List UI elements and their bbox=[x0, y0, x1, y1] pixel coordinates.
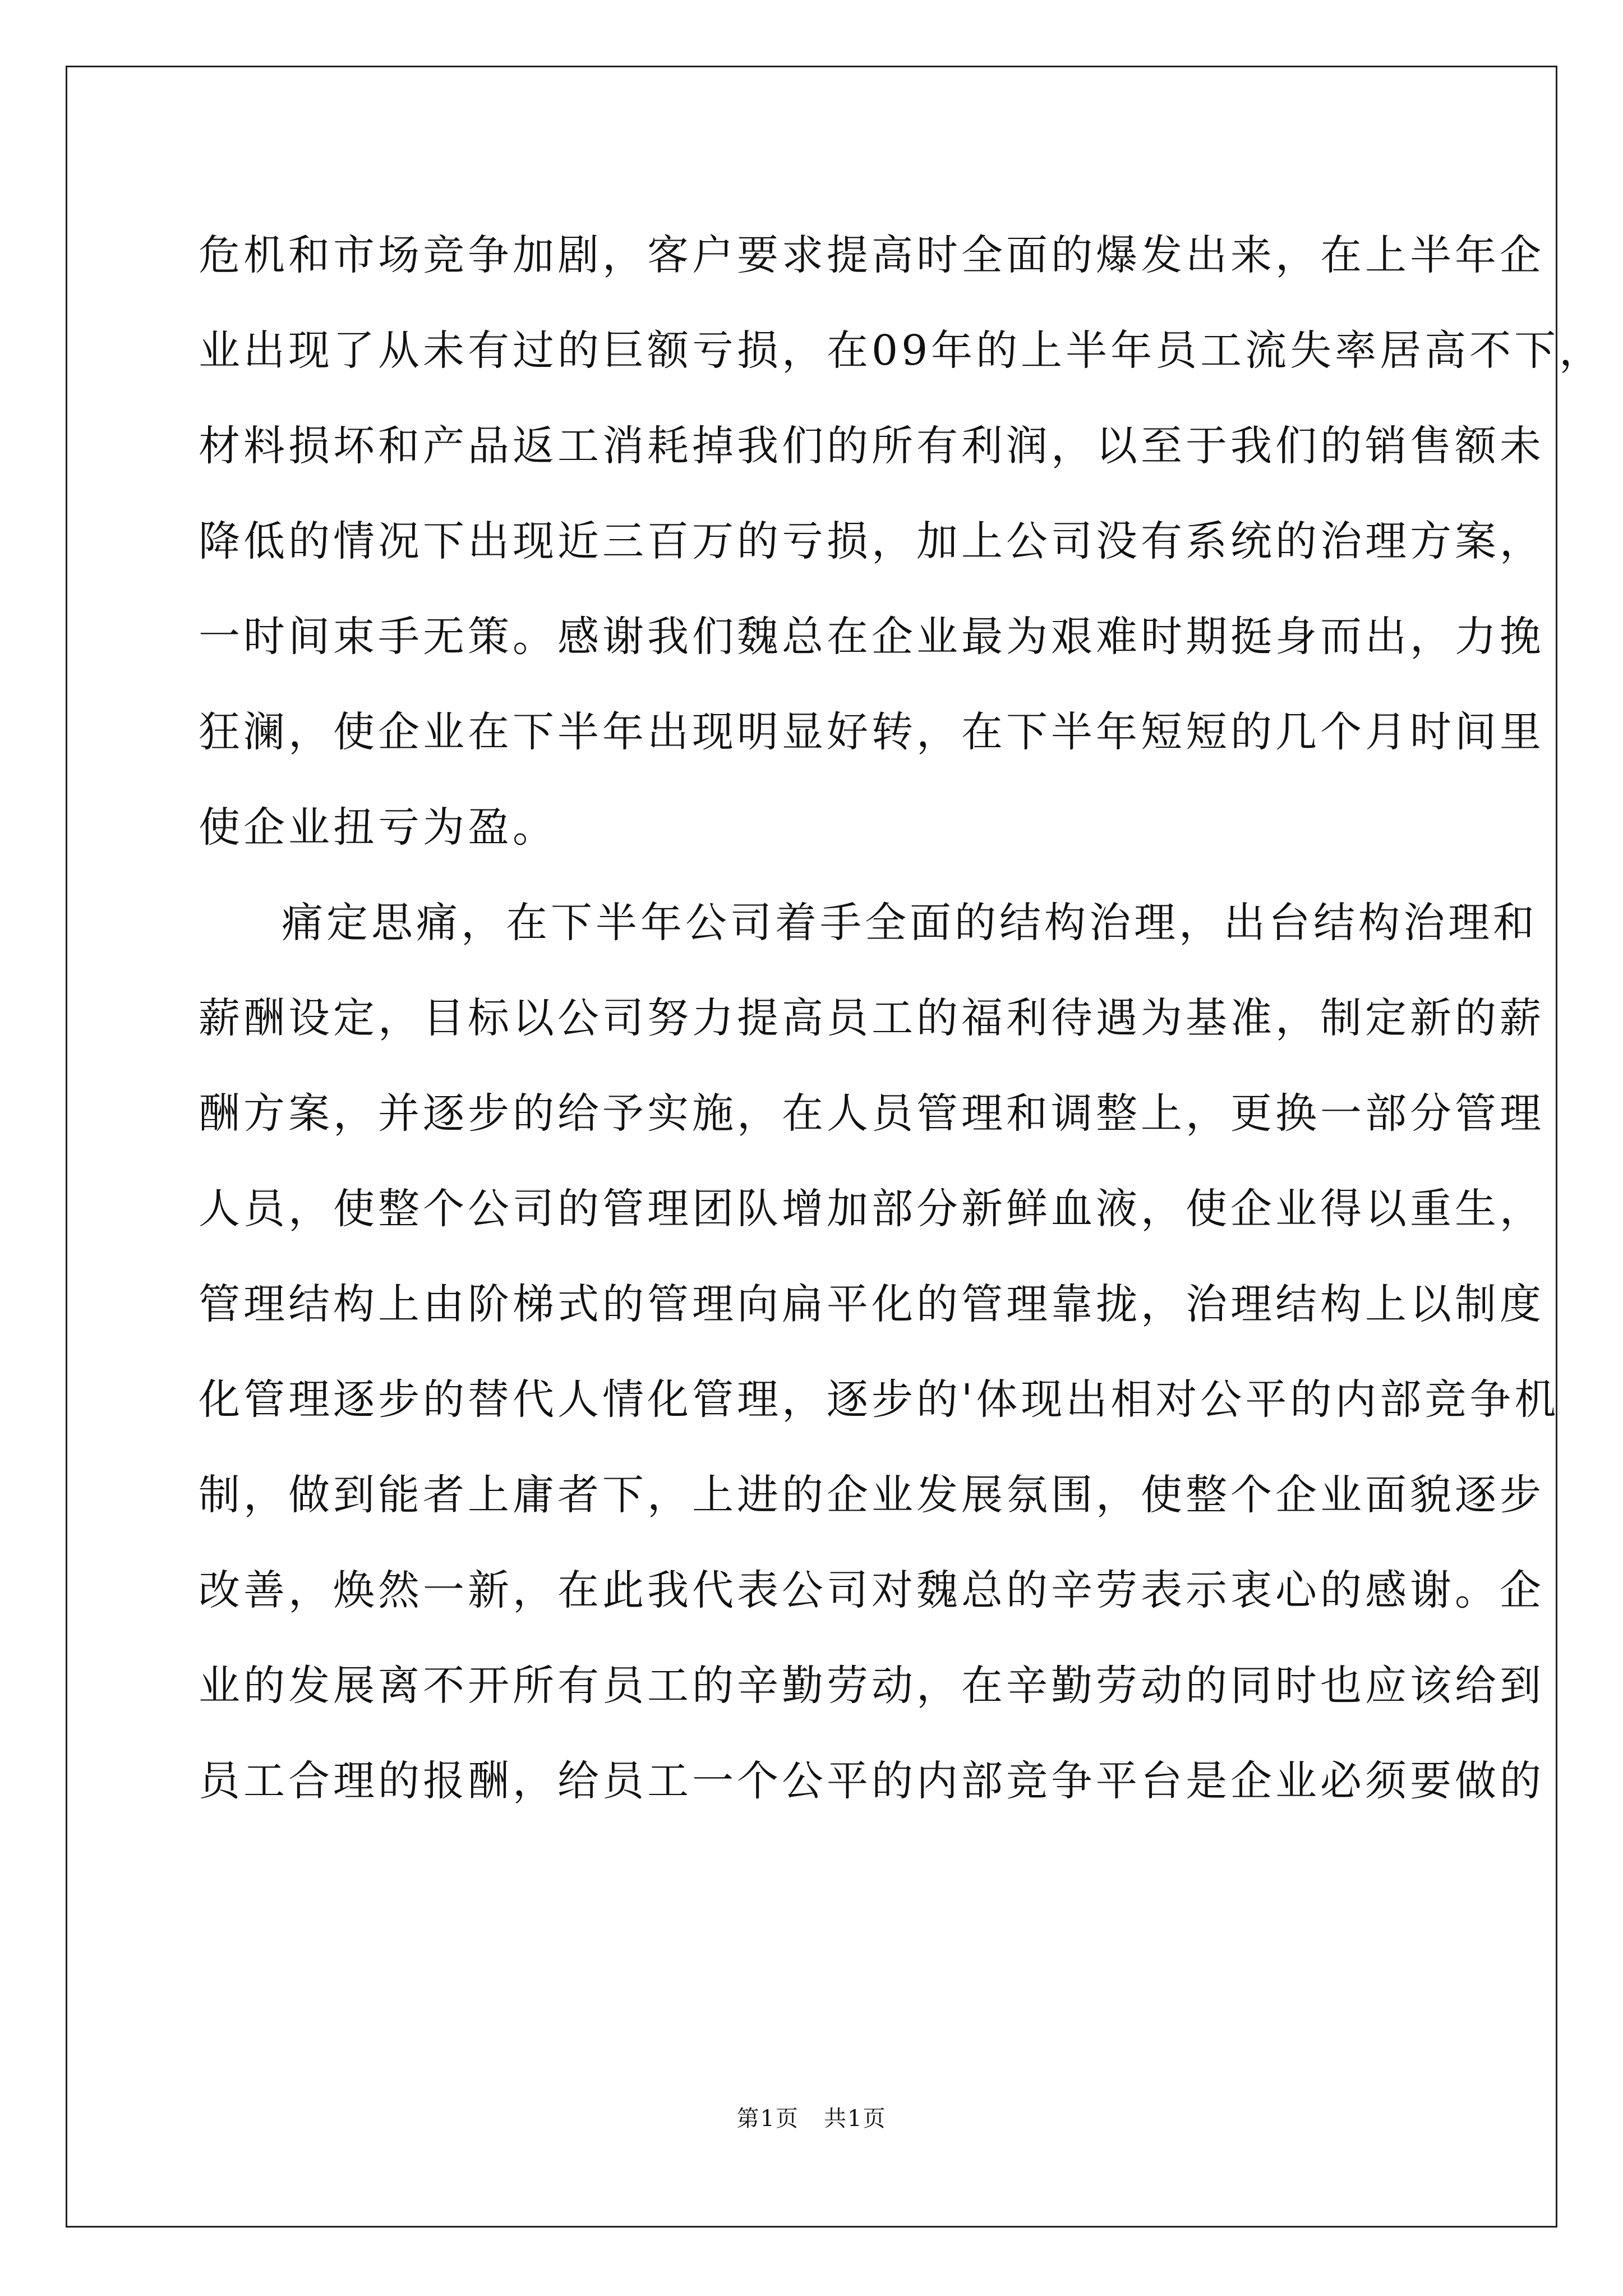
text-line: 业的发展离不开所有员工的辛勤劳动，在辛勤劳动的同时也应该给到 bbox=[199, 1662, 1544, 1710]
document-body bbox=[199, 208, 1604, 1829]
text-line: 材料损坏和产品返工消耗掉我们的所有利润，以至于我们的销售额未 bbox=[199, 422, 1544, 470]
text-line: 员工合理的报酬，给员工一个公平的内部竞争平台是企业必须要做的 bbox=[199, 1757, 1544, 1805]
text-line: 一时间束手无策。感谢我们魏总在企业最为艰难时期挺身而出，力挽 bbox=[199, 613, 1544, 661]
text-line: 狂澜，使企业在下半年出现明显好转，在下半年短短的几个月时间里 bbox=[199, 708, 1544, 756]
paragraph-first-line: 痛定思痛，在下半年公司着手全面的结构治理，出台结构治理和 bbox=[282, 899, 1538, 947]
text-line: 人员，使整个公司的管理团队增加部分新鲜血液，使企业得以重生， bbox=[199, 1185, 1544, 1233]
text-line: 管理结构上由阶梯式的管理向扁平化的管理靠拢，治理结构上以制度 bbox=[199, 1280, 1544, 1328]
text-line: 降低的情况下出现近三百万的亏损，加上公司没有系统的治理方案， bbox=[199, 517, 1544, 565]
text-line: 危机和市场竞争加剧，客户要求提高时全面的爆发出来，在上半年企 bbox=[199, 231, 1544, 279]
text-line: 酬方案，并逐步的给予实施，在人员管理和调整上，更换一部分管理 bbox=[199, 1089, 1544, 1138]
text-line: 制，做到能者上庸者下，上进的企业发展氛围，使整个企业面貌逐步 bbox=[199, 1471, 1544, 1519]
text-line: 化管理逐步的替代人情化管理，逐步的'体现出相对公平的内部竞争机 bbox=[199, 1375, 1560, 1424]
text-line: 改善，焕然一新，在此我代表公司对魏总的辛劳表示衷心的感谢。企 bbox=[199, 1566, 1544, 1614]
text-line: 使企业扭亏为盈。 bbox=[199, 803, 557, 852]
page-footer: 第1页 共1页 bbox=[736, 2106, 887, 2132]
text-line: 薪酬设定，目标以公司努力提高员工的福利待遇为基准，制定新的薪 bbox=[199, 994, 1544, 1042]
text-line: 业出现了从未有过的巨额亏损，在09年的上半年员工流失率居高不下， bbox=[199, 326, 1604, 375]
